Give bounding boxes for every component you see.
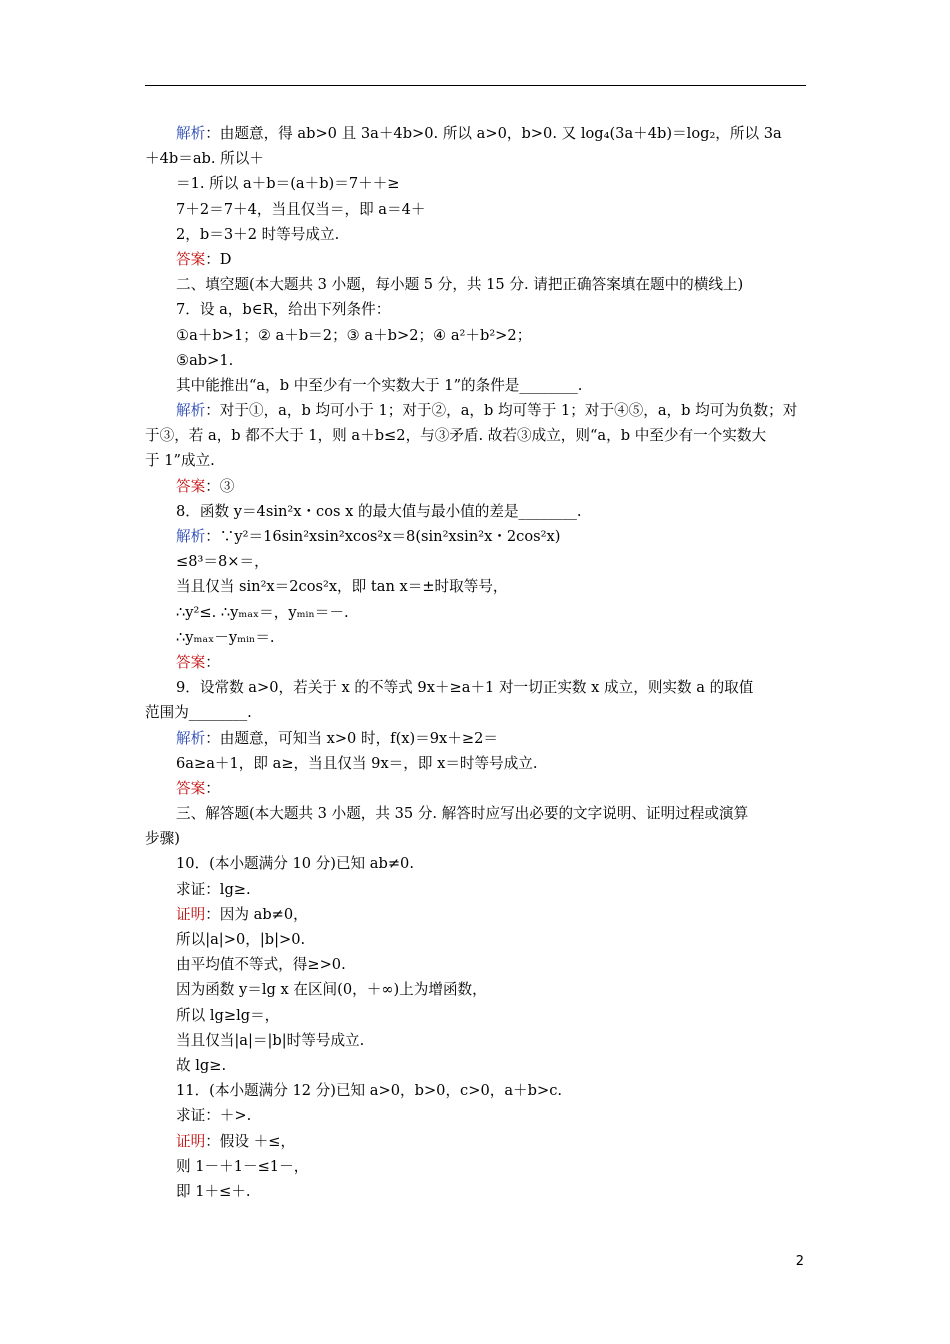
line-text: 故 lg≥. (176, 1056, 227, 1074)
text-line (145, 826, 807, 851)
text-line (145, 952, 807, 977)
document-body (145, 121, 807, 1204)
line-text: ：∵y²＝16sin²xsin²xcos²x＝8(sin²xsin²x・2cos²x) (205, 528, 561, 545)
answer-label: 证明 (176, 905, 206, 923)
line-text: ：由题意，得 ab>0 且 3a＋4b>0. 所以 a>0，b>0. 又 log₄(3a＋4b)＝log₂，所以 3a (205, 125, 782, 142)
line-text: 11．(本小题满分 12 分)已知 a>0，b>0，c>0，a＋b>c. (176, 1082, 563, 1100)
text-line (145, 549, 807, 574)
line-text: 7＋2＝7＋4，当且仅当＝，即 a＝4＋ (176, 200, 426, 218)
text-line (145, 146, 807, 171)
line-text: 7．设 a，b∈R，给出下列条件： (176, 301, 391, 319)
header-rule (145, 85, 806, 86)
page-number: 2 (795, 1254, 804, 1269)
text-line (145, 373, 807, 398)
text-line (145, 222, 807, 247)
text-line (145, 524, 807, 549)
text-line (145, 1129, 807, 1154)
line-text: 步骤) (145, 830, 180, 848)
text-line (145, 574, 807, 599)
line-text: 10．(本小题满分 10 分)已知 ab≠0. (176, 855, 414, 873)
line-text: 于 1”成立. (145, 452, 215, 470)
answer-label: 答案 (176, 250, 206, 268)
line-text: 所以 lg≥lg＝， (176, 1006, 280, 1024)
line-text: 即 1＋≤＋. (176, 1182, 251, 1200)
line-text: ①a＋b>1；② a＋b＝2；③ a＋b>2；④ a²＋b²>2； (176, 326, 532, 344)
line-text: 求证：lg≥. (176, 880, 251, 898)
answer-label: 解析 (176, 125, 206, 142)
text-line (145, 776, 807, 801)
line-text: 9．设常数 a>0，若关于 x 的不等式 9x＋≥a＋1 对一切正实数 x 成立，则实数 a 的取值 (176, 679, 754, 697)
line-text: 6a≥a＋1，即 a≥，当且仅当 9x＝，即 x＝时等号成立. (176, 754, 538, 772)
text-line (145, 801, 807, 826)
text-line (145, 927, 807, 952)
line-text: 所以|a|>0，|b|>0. (176, 931, 306, 948)
line-text: 其中能推出“a，b 中至少有一个实数大于 1”的条件是________. (176, 376, 583, 394)
answer-label: 答案 (176, 653, 206, 671)
line-text: ∴yₘₐₓ－yₘᵢₙ＝. (176, 628, 275, 646)
text-line (145, 398, 807, 423)
text-line (145, 1028, 807, 1053)
text-line (145, 247, 807, 272)
text-line (145, 1078, 807, 1103)
line-text: 求证：＋>. (176, 1107, 252, 1125)
text-line (145, 448, 807, 473)
line-text: ：③ (205, 477, 235, 495)
line-text: 8．函数 y＝4sin²x・cos x 的最大值与最小值的差是________. (176, 502, 582, 520)
line-text: ：对于①，a，b 均可小于 1；对于②，a，b 均可等于 1；对于④⑤，a，b 均可为负数；对 (205, 402, 798, 420)
text-line (145, 1003, 807, 1028)
answer-label: 解析 (176, 528, 206, 545)
answer-label: 证明 (176, 1132, 206, 1150)
line-text: ：由题意，可知当 x>0 时，f(x)＝9x＋≥2＝ (205, 729, 498, 747)
text-line (145, 1053, 807, 1078)
line-text: ＝1. 所以 a＋b＝(a＋b)＝7＋＋≥ (176, 175, 400, 193)
text-line (145, 726, 807, 751)
text-line (145, 851, 807, 876)
text-line (145, 121, 807, 146)
line-text: ： (205, 779, 220, 797)
text-line (145, 751, 807, 776)
text-line (145, 423, 807, 448)
line-text: ⑤ab>1. (176, 351, 234, 369)
text-line (145, 1103, 807, 1128)
answer-label: 答案 (176, 779, 206, 797)
line-text: ：假设 ＋≤， (205, 1132, 296, 1150)
text-line (145, 323, 807, 348)
line-text: 因为函数 y＝lg x 在区间(0，＋∞)上为增函数， (176, 981, 487, 999)
text-line (145, 272, 807, 297)
text-line (145, 600, 807, 625)
text-line (145, 297, 807, 322)
line-text: ：因为 ab≠0， (205, 905, 308, 923)
answer-label: 解析 (176, 729, 206, 747)
text-line (145, 499, 807, 524)
line-text: 于③，若 a，b 都不大于 1，则 a＋b≤2，与③矛盾. 故若③成立，则“a，b 中至少有一个实数大 (145, 427, 767, 445)
text-line (145, 877, 807, 902)
line-text: ＋4b＝ab. 所以＋ (145, 150, 264, 168)
line-text: 当且仅当|a|＝|b|时等号成立. (176, 1031, 365, 1049)
text-line (145, 700, 807, 725)
line-text: ：D (205, 250, 232, 268)
line-text: ≤8³＝8×＝， (176, 553, 269, 571)
line-text: ∴y²≤. ∴yₘₐₓ＝，yₘᵢₙ＝－. (176, 603, 349, 621)
text-line (145, 650, 807, 675)
text-line (145, 1179, 807, 1204)
line-text: 三、解答题(本大题共 3 小题，共 35 分. 解答时应写出必要的文字说明、证明过程或演算 (176, 805, 749, 823)
text-line (145, 348, 807, 373)
text-line (145, 977, 807, 1002)
line-text: 由平均值不等式，得≥>0. (176, 956, 346, 974)
text-line (145, 675, 807, 700)
line-text: 二、填空题(本大题共 3 小题，每小题 5 分，共 15 分. 请把正确答案填在题中的横线上) (176, 276, 744, 294)
text-line (145, 1154, 807, 1179)
answer-label: 解析 (176, 402, 206, 420)
text-line (145, 474, 807, 499)
text-line (145, 197, 807, 222)
line-text: 范围为________. (145, 704, 252, 722)
text-line (145, 171, 807, 196)
line-text: 2，b＝3＋2 时等号成立. (176, 225, 340, 243)
text-line (145, 625, 807, 650)
line-text: ： (205, 653, 220, 671)
line-text: 则 1－＋1－≤1－， (176, 1157, 309, 1175)
answer-label: 答案 (176, 477, 206, 495)
text-line (145, 902, 807, 927)
line-text: 当且仅当 sin²x＝2cos²x，即 tan x＝±时取等号， (176, 578, 508, 596)
